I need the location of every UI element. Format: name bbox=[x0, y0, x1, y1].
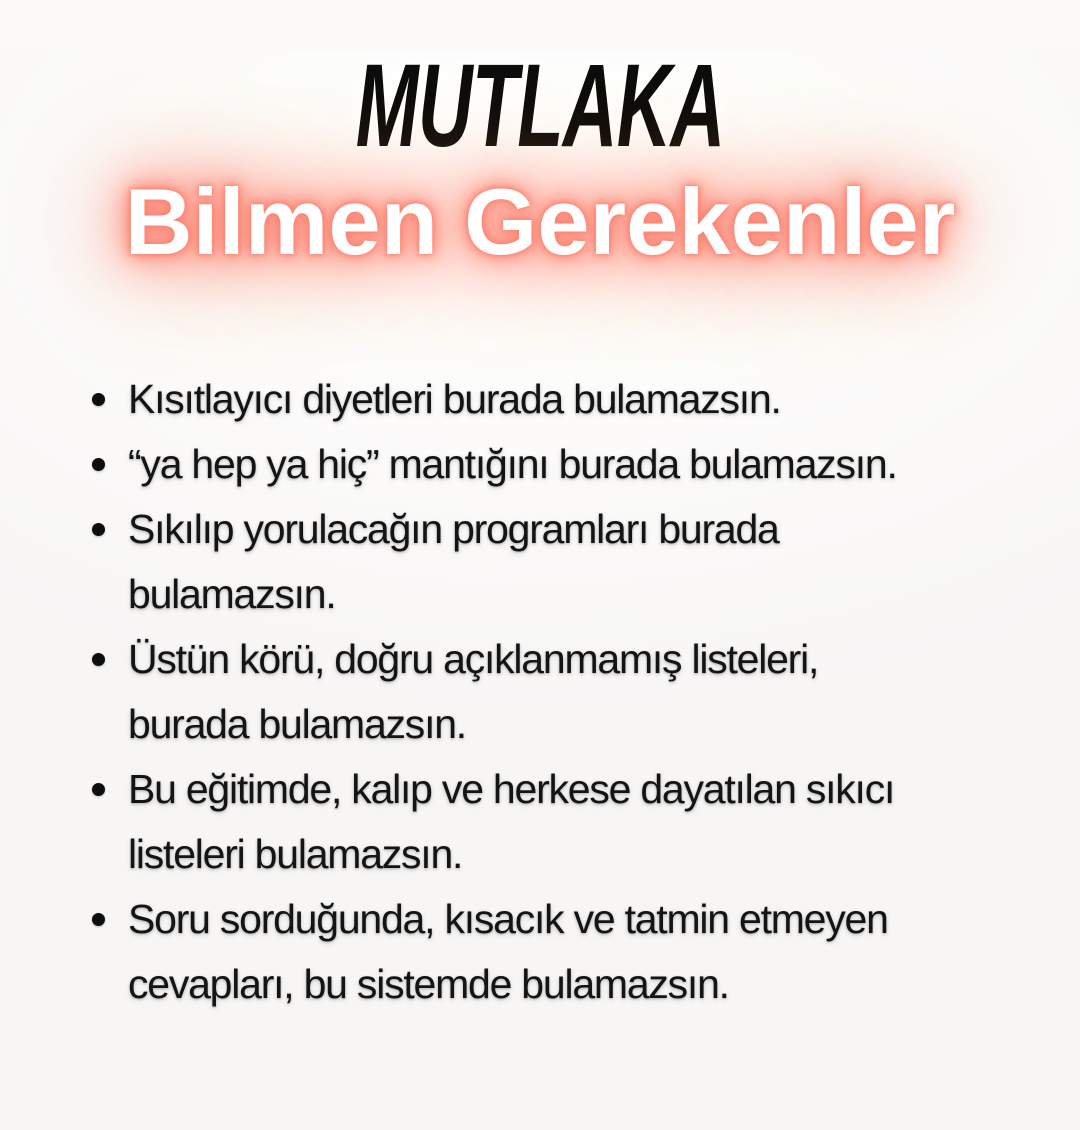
bullet-line: Soru sorduğunda, kısacık ve tatmin etmeyen bbox=[128, 896, 888, 942]
slide-canvas bbox=[0, 40, 1080, 1130]
bullet-list bbox=[92, 367, 1080, 1017]
list-item bbox=[92, 627, 1080, 757]
bullet-line: Sıkılıp yorulacağın programları burada bbox=[128, 506, 779, 552]
kicker-title: MUTLAKA bbox=[355, 40, 725, 172]
bullet-line: “ya hep ya hiç” mantığını burada bulamazsın. bbox=[128, 441, 897, 487]
list-item bbox=[92, 367, 1080, 432]
bullet-dot-icon bbox=[92, 393, 105, 406]
bullet-dot-icon bbox=[92, 913, 105, 926]
bullet-line: bulamazsın. bbox=[128, 571, 336, 617]
bullet-line: Bu eğitimde, kalıp ve herkese dayatılan sıkıcı bbox=[128, 766, 895, 812]
bullet-dot-icon bbox=[92, 783, 105, 796]
headline-row bbox=[0, 169, 1080, 293]
list-item bbox=[92, 757, 1080, 887]
list-item bbox=[92, 497, 1080, 627]
bullet-line: listeleri bulamazsın. bbox=[128, 831, 463, 877]
list-item bbox=[92, 887, 1080, 1017]
headline-title: Bilmen Gerekenler bbox=[124, 169, 956, 274]
bullet-line: burada bulamazsın. bbox=[128, 701, 466, 747]
list-item bbox=[92, 432, 1080, 497]
bullet-dot-icon bbox=[92, 653, 105, 666]
bullet-dot-icon bbox=[92, 458, 105, 471]
bullet-dot-icon bbox=[92, 523, 105, 536]
bullet-line: Üstün körü, doğru açıklanmamış listeleri, bbox=[128, 636, 819, 682]
bullet-line: cevapları, bu sistemde bulamazsın. bbox=[128, 961, 729, 1007]
bullet-line: Kısıtlayıcı diyetleri burada bulamazsın. bbox=[128, 376, 781, 422]
